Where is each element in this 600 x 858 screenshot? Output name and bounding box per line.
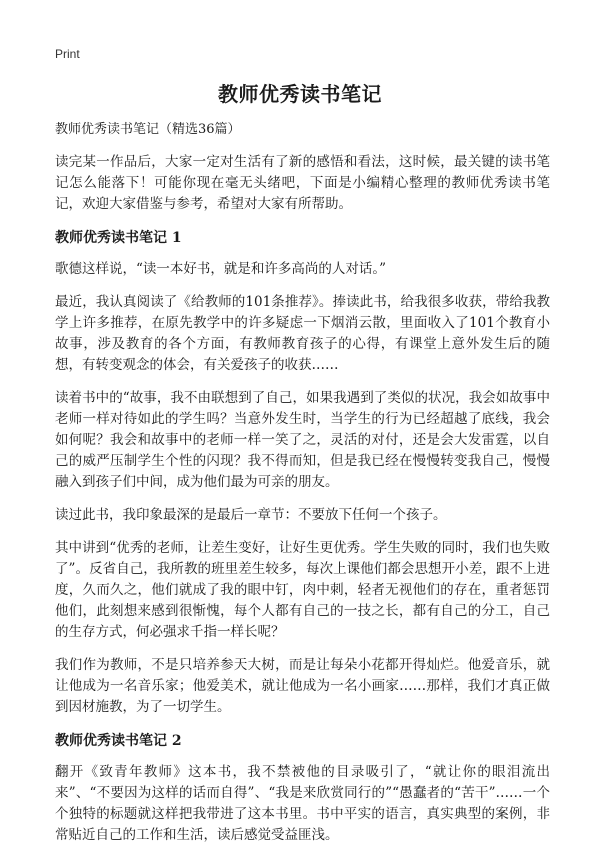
section-1-paragraph: 歌德这样说，“读一本好书，就是和许多高尚的人对话。” [55,261,387,277]
intro-paragraph: 读完某一作品后，大家一定对生活有了新的感悟和看法，这时候，最关键的读书笔记怎么能落下！可能你现在毫无头绪吧，下面是小编精心整理的教师优秀读书笔记，欢迎大家借鉴与参考，希望对大家有所帮助。 [55,154,550,212]
page-title: 教师优秀读书笔记 [218,82,382,106]
section-heading-1: 教师优秀读书笔记 1 [55,230,182,246]
section-1-paragraph: 最近，我认真阅读了《给教师的101条推荐》。捧读此书，给我很多收获，带给我教学上许多推荐，在原先教学中的许多疑虑一下烟消云散，里面收入了101个教育小故事，涉及教育的各个方面，有教师教育孩子的心得，有课堂上意外发生后的随想，有转变观念的体会，有关爱孩子的收获…… [55,294,550,373]
document-body [55,120,550,858]
section-1-paragraph: 其中讲到“优秀的老师，让差生变好，让好生更优秀。学生失败的同时，我们也失败了”。反省自己，我所教的班里差生较多，每次上课他们都会思想开小差，跟不上进度，久而久之，他们就成了我的眼中钉，肉中刺，轻者无视他们的存在，重者惩罚他们，此刻想来感到很惭愧，每个人都有自己的一技之长，都有自己的分工，自己的生存方式，何必强求千指一样长呢？ [55,540,550,640]
section-1-paragraph: 读着书中的“故事，我不由联想到了自己，如果我遇到了类似的状况，我会如故事中老师一样对待如此的学生吗？当意外发生时，当学生的行为已经超越了底线，我会如何呢？我会和故事中的老师一样一笑了之，灵活的对付，还是会大发雷霆，以自己的威严压制学生个性的闪现？我不得而知，但是我已经在慢慢转变我自己，慢慢融入到孩子们中间，成为他们最为可亲的朋友。 [55,390,550,490]
document-subtitle: 教师优秀读书笔记（精选36篇） [55,122,241,137]
section-2-paragraph: 翻开《致青年教师》这本书，我不禁被他的目录吸引了，“就让你的眼泪流出来”、“不要因为这样的话而自得”、“我是来欣赏同行的”“愚蠢者的“苦干”……一个个独特的标题就这样把我带进了这本书里。书中平实的语言，真实典型的案例，非常贴近自己的工作和生活，读后感觉受益匪浅。 [55,764,550,843]
print-link[interactable]: Print [55,47,80,61]
section-1-paragraph: 我们作为教师，不是只培养参天大树，而是让每朵小花都开得灿烂。他爱音乐，就让他成为一名音乐家；他爱美术，就让他成为一名小画家……那样，我们才真正做到因材施教，为了一切学生。 [55,657,550,715]
section-1-paragraph: 读过此书，我印象最深的是最后一章节：不要放下任何一个孩子。 [55,507,447,523]
section-heading-2: 教师优秀读书笔记 2 [55,733,182,749]
